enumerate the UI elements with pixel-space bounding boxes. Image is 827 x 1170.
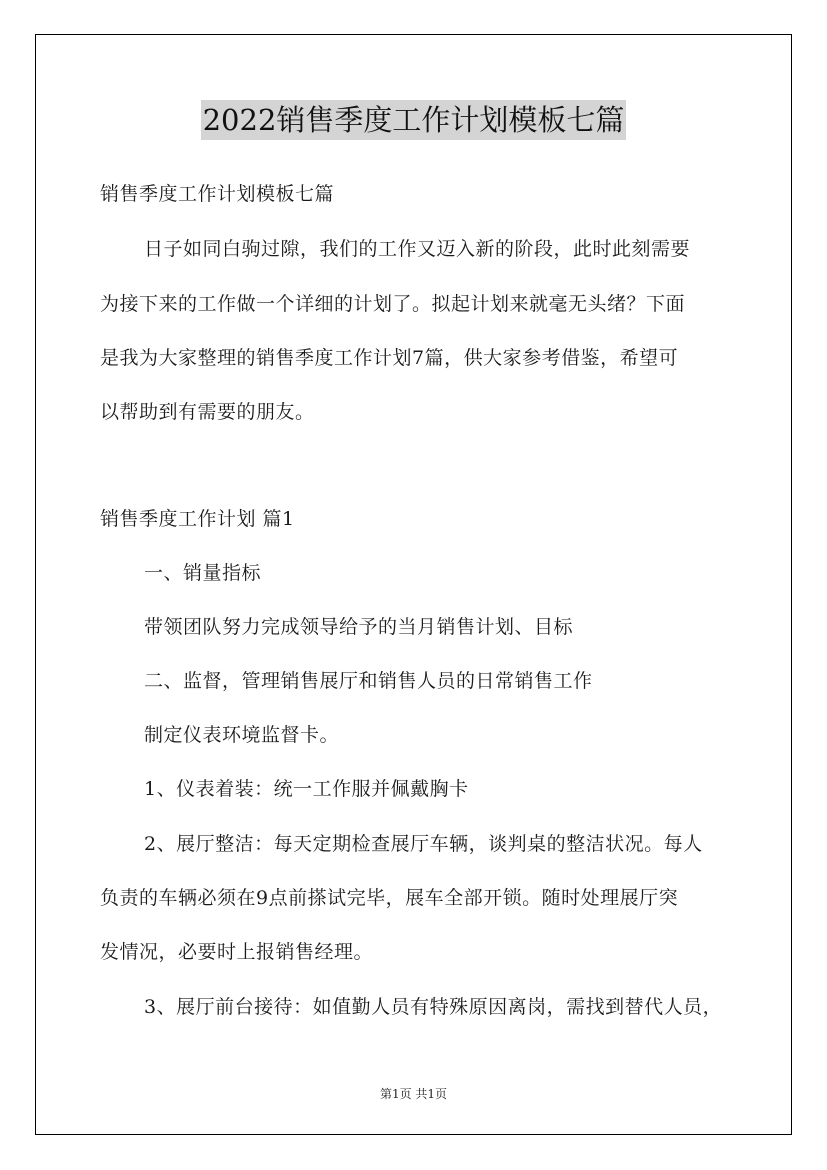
body-line: 发情况，必要时上报销售经理。 [100, 941, 374, 963]
body-line: 带领团队努力完成领导给予的当月销售计划、目标 [144, 616, 574, 638]
title-container [0, 100, 827, 140]
body-line: 一、销量指标 [144, 562, 262, 584]
body-line: 负责的车辆必须在9点前搽试完毕，展车全部开锁。随时处理展厅突 [100, 887, 679, 909]
intro-line: 为接下来的工作做一个详细的计划了。拟起计划来就毫无头绪？下面 [100, 293, 686, 315]
body-line: 二、监督，管理销售展厅和销售人员的日常销售工作 [144, 670, 593, 692]
body-line: 制定仪表环境监督卡。 [144, 724, 340, 746]
page-footer: 第1页 共1页 [379, 1087, 448, 1101]
intro-line: 是我为大家整理的销售季度工作计划7篇，供大家参考借鉴，希望可 [100, 347, 679, 369]
intro-line: 日子如同白驹过隙，我们的工作又迈入新的阶段，此时此刻需要 [144, 238, 691, 260]
intro-line: 以帮助到有需要的朋友。 [100, 401, 315, 423]
document-subtitle: 销售季度工作计划模板七篇 [100, 183, 335, 205]
body-line: 2、展厅整洁：每天定期检查展厅车辆，谈判桌的整洁状况。每人 [144, 833, 703, 855]
document-title: 2022销售季度工作计划模板七篇 [201, 100, 627, 140]
section-heading: 销售季度工作计划 篇1 [100, 508, 295, 530]
body-line: 3、展厅前台接待：如值勤人员有特殊原因离岗，需找到替代人员， [144, 996, 723, 1018]
body-line: 1、仪表着装：统一工作服并佩戴胸卡 [144, 778, 469, 800]
